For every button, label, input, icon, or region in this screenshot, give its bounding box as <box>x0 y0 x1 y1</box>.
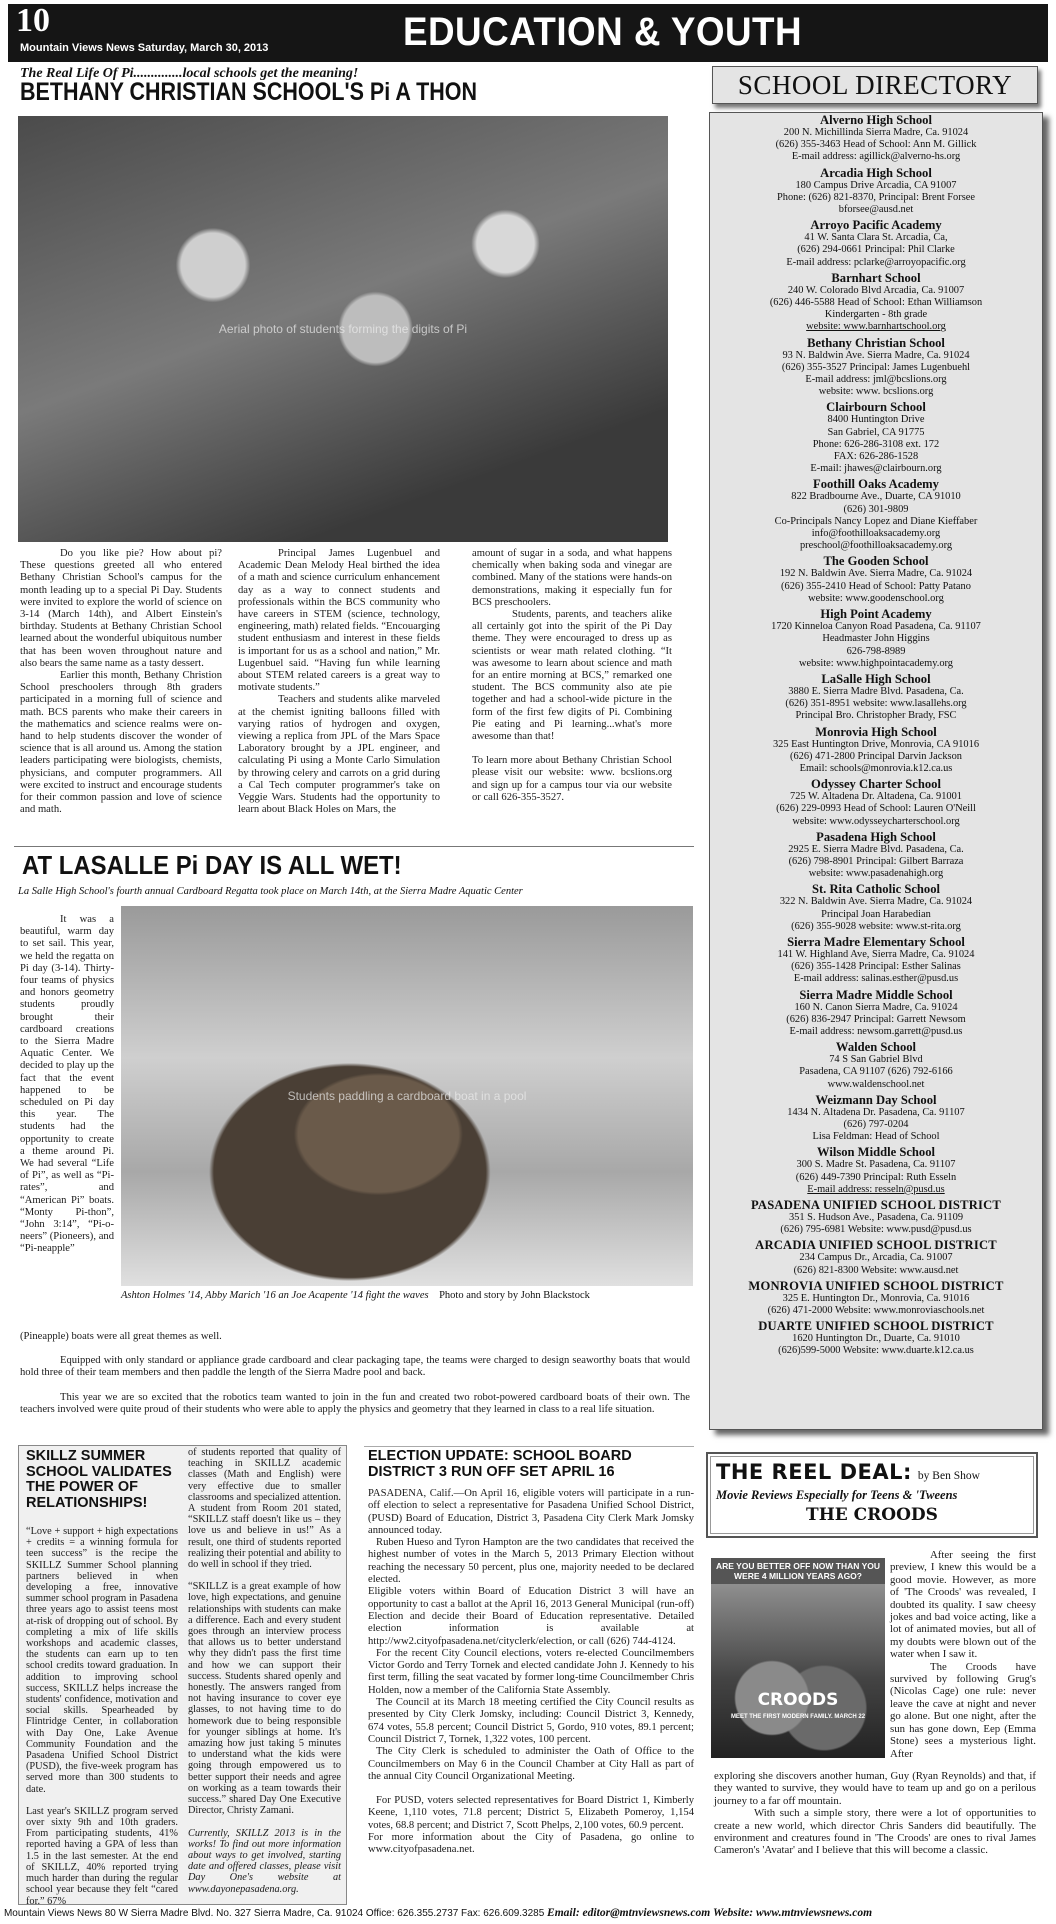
district-name: DUARTE UNIFIED SCHOOL DISTRICT <box>758 1319 994 1334</box>
school-detail-line[interactable]: E-mail: jhawes@clairbourn.org <box>810 463 942 475</box>
school-detail-line: (626) 355-3463 Head of School: Ann M. Gillick <box>775 139 977 151</box>
district-name: MONROVIA UNIFIED SCHOOL DISTRICT <box>748 1278 1004 1293</box>
school-detail-line: 325 E. Huntington Dr., Monrovia, Ca. 91016 <box>782 1292 970 1304</box>
movie-poster <box>711 1558 885 1758</box>
school-detail-line: Principal Bro. Christopher Brady, FSC <box>795 710 957 722</box>
school-detail-line: 822 Bradbourne Ave., Duarte, CA 91010 <box>791 491 961 503</box>
school-detail-line: 351 S. Hudson Ave., Pasadena, Ca. 91109 <box>788 1212 964 1223</box>
paragraph: For the recent City Council elections, voters re-elected Councilmembers Victor Gordo and Terry Tornek and elected candidate John J. Kennedy to his first term, filling the seat vacated by former long-time Councilmember Chris Holden, now a member of the California State Assembly. <box>368 1647 694 1696</box>
school-name: Alverno High School <box>820 113 932 127</box>
byline: by Ben Show <box>917 1470 980 1482</box>
school-detail-line: (626) 797-0204 <box>843 1118 909 1130</box>
paragraph: PASADENA, Calif.—On April 16, eligible voters will participate in a run-off election to select a representative for Pasadena Unified School District, (PUSD) Board of Education, District 3, Pasadena City Clerk Mark Jomsky announced today. <box>368 1488 694 1536</box>
school-detail-line: (626) 294-0661 Principal: Phil Clarke <box>797 244 955 256</box>
school-detail-line: 240 W. Colorado Blvd Arcadia, Ca. 91007 <box>787 284 965 296</box>
lasalle-photo <box>121 906 693 1286</box>
school-name: Barnhart School <box>831 270 921 285</box>
school-detail-line: 1720 Kinneloa Canyon Road Pasadena, Ca. 91107 <box>771 621 981 633</box>
school-detail-line: 325 East Huntington Drive, Monrovia, CA 91016 <box>772 738 980 750</box>
lasalle-side-column <box>20 914 114 1256</box>
caption-text: Ashton Holmes '14, Abby Marich '16 an Joe Acapente '14 fight the waves <box>121 1290 429 1301</box>
school-name: The Gooden School <box>823 554 929 569</box>
school-detail-line: (626) 836-2947 Principal: Garrett Newsom <box>786 1013 966 1025</box>
skillz-column-1 <box>26 1526 178 1907</box>
school-detail-line: (626) 449-7390 Principal: Ruth Esseln <box>795 1171 957 1183</box>
lasalle-caption <box>121 1290 590 1301</box>
school-detail-line[interactable]: (626) 821-8300 Website: www.ausd.net <box>793 1264 959 1276</box>
school-entry <box>710 831 1042 881</box>
paragraph: Currently, SKILLZ 2013 is in the works! To find out more information about ways to get involved, starting date and offered classes, please visit Day One's website at www.dayonepasadena.org. <box>188 1827 341 1895</box>
school-detail-line[interactable]: E-mail address: salinas.esther@pusd.us <box>793 973 959 985</box>
school-detail-line[interactable]: Email: schools@monrovia.k12.ca.us <box>799 762 953 774</box>
paragraph: For PUSD, voters selected representatives for Board District 1, Kimberly Keene, 1,110 votes, 71.8 percent; District 5, Elizabeth Pomeroy, 1,154 votes, 68.8 percent; and District 7, Scott Phelps, 2,100 votes, 60.9 percent. <box>368 1795 694 1831</box>
paragraph: amount of sugar in a soda, and what happens chemically when baking soda and vinegar are combined. Many of the stations were hands-on demonstrations, making it especially fun for BCS preschoolers. <box>472 548 672 608</box>
school-name: Sierra Madre Middle School <box>799 987 953 1002</box>
school-detail-line[interactable]: E-mail address: pclarke@arroyopacific.org <box>786 256 966 268</box>
paragraph: Equipped with only standard or appliance grade cardboard and clear packaging tape, the teams were charged to design seaworthy boats that would hold three of their team members and then paddle the length of the Sierra Madre pool and back. <box>20 1355 690 1379</box>
lead-kicker: The Real Life Of Pi..............local schools get the meaning! <box>20 66 359 81</box>
school-detail-line[interactable]: website: www.barnhartschool.org <box>806 321 946 333</box>
school-entry <box>710 337 1042 399</box>
school-detail-line: 192 N. Baldwin Ave. Sierra Madre, Ca. 91024 <box>779 568 973 580</box>
school-entry <box>710 401 1042 475</box>
paragraph: Eligible voters within Board of Education District 3 will have an opportunity to cast a ballot at the April 16, 2013 General Municipal (run-off) Election and decide their Board of Education representative. Detailed election information is available at http://ww2.cityofpasadena.net/cityclerk/election, or call (626) 744-4124. <box>368 1586 694 1647</box>
review-full-text <box>714 1770 1036 1857</box>
district-entry <box>710 1280 1042 1317</box>
school-detail-line[interactable]: (626) 471-2000 Website: www.monroviaschools.net <box>767 1305 985 1317</box>
school-entry <box>710 1041 1042 1091</box>
school-detail-line: (626) 301-9809 <box>843 503 909 515</box>
skillz-headline: SKILLZ SUMMER SCHOOL VALIDATES THE POWER OF RELATIONSHIPS! <box>26 1448 172 1511</box>
school-name: LaSalle High School <box>821 671 931 686</box>
school-detail-line: (626) 355-1428 Principal: Esther Salinas <box>791 961 961 973</box>
school-detail-line: Headmaster John Higgins <box>822 633 930 645</box>
school-detail-line: 626-798-8989 <box>846 645 906 657</box>
school-detail-line: San Gabriel, CA 91775 <box>827 426 925 438</box>
district-entry <box>710 1239 1042 1276</box>
school-detail-line: Co-Principals Nancy Lopez and Diane Kieffaber <box>774 515 978 527</box>
school-detail-line: Lisa Feldman: Head of School <box>812 1131 940 1143</box>
paragraph: The Council at its March 18 meeting certified the City Council results as presented by City Clerk Jomsky, including: Council District 3, Kennedy, 674 votes, 55.8 percent; Council District 5, Gordo, 910 votes, 89.1 percent; Council District 7, Tornek, 1,322 votes, 100 percent. <box>368 1697 694 1745</box>
school-name: High Point Academy <box>820 607 932 622</box>
school-entry <box>710 1094 1042 1144</box>
school-detail-line: Principal Joan Harabedian <box>821 908 931 920</box>
district-name: ARCADIA UNIFIED SCHOOL DISTRICT <box>755 1238 997 1253</box>
paragraph: “Love + support + high expectations + credits = a winning formula for teen success” is the recipe the SKILLZ Summer School planning partners believed in when developing a free, innovative summer school program in Pasadena three years ago to assist teens most at-risk of dropping out of school. By completing a mix of life skills workshops and academic classes, the students can earn up to ten school credits toward graduation. In addition to improving school success, SKILLZ helps increase the students' confidence, motivation and social skills. Spearheaded by Flintridge Center, in collaboration with Day One, Lake Avenue Community Foundation and the Pasadena Unified School District (PUSD), the five-week program has served more than 300 students to date. <box>26 1526 178 1795</box>
school-detail-line: FAX: 626-286-1528 <box>833 451 919 463</box>
school-entry <box>710 167 1042 217</box>
paragraph: Last year's SKILLZ program served over sixty 9th and 10th graders. From participating students, 41% reported having a GPA of less than 1.5 in the last semester. At the end of SKILLZ, 40% reported trying much harder than during the regular school year because they felt “cared for.” 67% <box>26 1805 178 1907</box>
school-detail-line: 200 N. Michillinda Sierra Madre, Ca. 91024 <box>783 127 969 138</box>
school-entry <box>710 936 1042 986</box>
school-detail-line: 3880 E. Sierra Madre Blvd. Pasadena, Ca. <box>788 685 964 697</box>
school-detail-line[interactable]: website: www. bcslions.org <box>818 386 934 398</box>
election-headline: ELECTION UPDATE: SCHOOL BOARD DISTRICT 3 RUN OFF SET APRIL 16 <box>368 1448 632 1480</box>
school-entry <box>710 989 1042 1039</box>
school-detail-line: 74 S San Gabriel Blvd <box>829 1054 923 1066</box>
school-entry <box>710 555 1042 605</box>
school-detail-line[interactable]: website: www.highpointacademy.org <box>799 657 953 669</box>
school-entry <box>710 219 1042 269</box>
footer <box>4 1905 1010 1920</box>
school-name: Monrovia High School <box>815 724 937 739</box>
lead-photo <box>18 116 668 542</box>
school-entry <box>710 114 1042 164</box>
footer-website: Website: www.mtnviewsnews.com <box>713 1905 873 1919</box>
district-entry <box>710 1320 1042 1357</box>
school-detail-line: 1434 N. Altadena Dr. Pasadena, Ca. 91107 <box>787 1106 965 1118</box>
school-detail-line[interactable]: (626) 795-6981 Website: www.pusd@pusd.us <box>780 1224 972 1236</box>
divider <box>14 846 694 847</box>
school-detail-line[interactable]: (626)599-5000 Website: www.duarte.k12.ca.us <box>778 1345 974 1357</box>
school-entry <box>710 272 1042 334</box>
school-detail-line[interactable]: bforsee@ausd.net <box>838 204 914 216</box>
lead-photo-alt: Aerial photo of students forming the digits of Pi <box>218 322 468 336</box>
district-name: PASADENA UNIFIED SCHOOL DISTRICT <box>750 1198 1002 1212</box>
school-name: Arroyo Pacific Academy <box>810 218 942 233</box>
school-detail-line: 322 N. Baldwin Ave. Sierra Madre, Ca. 91024 <box>779 896 973 908</box>
school-detail-line: (626) 355-2410 Head of School: Patty Patano <box>781 580 971 592</box>
reel-deal-title <box>716 1460 980 1484</box>
paragraph: (Pineapple) boats were all great themes as well. <box>20 1331 222 1342</box>
school-entry <box>710 478 1042 552</box>
school-entry <box>710 1146 1042 1196</box>
school-detail-line: 160 N. Canon Sierra Madre, Ca. 91024 <box>794 1001 958 1013</box>
school-name: Weizmann Day School <box>815 1092 937 1107</box>
lead-column-2 <box>238 548 440 816</box>
school-entry <box>710 673 1042 723</box>
paragraph: Students, parents, and teachers alike all certainly got into the spirit of the Pi Day theme. They were encouraged to dress up as scientists or wear math related clothing. “It was awesome to learn about science and math for an entire morning at BCS,” remarked one student. The BCS community also ate pie together and had a school-wide picture in the form of the first few digits of Pi. Combining Pie eating and Pi learning...what's more awesome than that! <box>472 609 672 743</box>
lead-column-1 <box>20 548 222 816</box>
page-number: 10 <box>16 2 50 39</box>
divider <box>364 1446 694 1447</box>
school-detail-line[interactable]: info@foothilloaksacademy.org <box>811 528 941 540</box>
school-detail-line: 725 W. Altadena Dr. Altadena, Ca. 91001 <box>790 791 962 803</box>
footer-email: Email: editor@mtnviewsnews.com <box>547 1905 711 1919</box>
school-name: Pasadena High School <box>816 829 936 844</box>
lasalle-headline: AT LASALLE Pi DAY IS ALL WET! <box>22 850 402 880</box>
school-detail-line: (626) 229-0993 Head of School: Lauren O'Neill <box>776 803 976 815</box>
movie-title: THE CROODS <box>806 1505 938 1525</box>
paragraph: Principal James Lugenbuel and Academic Dean Melody Heal birthed the idea of a math and science curriculum enhancement day as a way to connect students and professionals within the BCS community who have careers in STEM (science, technology, engineering, math) related fields. “Encouarging student enthusiasm and interest in these fields is important for us as a school and nation,” Mr. Lugenbuel said. “Having fun while learning about STEM related careers is a great way to motivate students.” <box>238 548 440 694</box>
school-detail-line: 300 S. Madre St. Pasadena, Ca. 91107 <box>796 1159 956 1171</box>
school-detail-line: Kindergarten - 8th grade <box>824 309 928 321</box>
school-detail-line: 141 W. Highland Ave, Sierra Madre, Ca. 91024 <box>777 948 975 960</box>
school-detail-line: Phone: 626-286-3108 ext. 172 <box>812 438 940 450</box>
paragraph: The City Clerk is scheduled to administer the Oath of Office to the Councilmembers on May 6 in the Council Chamber at City Hall as part of the annual City Council Organizational Meeting. <box>368 1746 694 1782</box>
school-detail-line[interactable]: website: www.odysseycharterschool.org <box>792 815 960 827</box>
school-name: Clairbourn School <box>826 400 926 415</box>
school-detail-line[interactable]: (626) 351-8951 website: www.lasallehs.org <box>785 698 967 710</box>
school-detail-line: Pasadena, CA 91107 (626) 792-6166 <box>799 1066 953 1078</box>
masthead <box>8 4 1048 62</box>
review-side-text <box>890 1549 1036 1760</box>
paragraph: For more information about the City of Pasadena, go online to www.cityofpasadena.net. <box>368 1832 694 1856</box>
directory-title: SCHOOL DIRECTORY <box>712 66 1038 104</box>
publication-line: Mountain Views News Saturday, March 30, 2013 <box>20 42 269 54</box>
footer-info: Mountain Views News 80 W Sierra Madre Blvd. No. 327 Sierra Madre, Ca. 91024 Office: 626.355.2737 Fax: 626.609.3285 <box>4 1908 545 1919</box>
paragraph: To learn more about Bethany Christian School please visit our website: www. bcslions.org and sign up for a campus tour via our website or call 626-355-3527. <box>472 755 672 803</box>
lasalle-continuation <box>20 1331 690 1416</box>
skillz-column-2 <box>188 1447 341 1895</box>
poster-logo: CROODS <box>757 1690 839 1710</box>
school-detail-line: 2925 E. Sierra Madre Blvd. Pasadena, Ca. <box>788 843 964 855</box>
paragraph: “SKILLZ is a great example of how love, high expectations, and genuine relationships with students can make a difference. Each and every student goes through an interview process that allows us to better understand why they didn't pass the first time and how we can support their success. Students shared openly and honestly. The answers ranged from not having insurance to cover eye glasses, to not having time to do homework due to being responsible for younger siblings at home. It's amazing how just taking 5 minutes to understand what the kids were going through empowered us to better support their needs and agree on working as a team towards their success.” shared Day One Executive Director, Christy Zamani. <box>188 1581 341 1817</box>
school-detail-line: 8400 Huntington Drive <box>827 414 925 426</box>
paragraph: of students reported that quality of teaching in SKILLZ academic classes (Math and English) were very effective due to smaller classrooms and specialized attention. A student from Room 201 stated, “SKILLZ staff doesn't like us – they love us and believe in us!” As a result, one third of students reported realizing their potential and ability to do well in school if they tried. <box>188 1447 341 1571</box>
column-title: THE REEL DEAL: <box>716 1460 912 1484</box>
school-detail-line: (626) 471-2800 Principal Darvin Jackson <box>790 750 962 762</box>
school-name: Sierra Madre Elementary School <box>787 934 965 949</box>
school-detail-line[interactable]: E-mail address: newsom.garrett@pusd.us <box>789 1025 963 1037</box>
school-name: Wilson Middle School <box>816 1145 936 1160</box>
school-detail-line: 234 Campus Dr., Arcadia, Ca. 91007 <box>799 1252 953 1264</box>
school-detail-line: 41 W. Santa Clara St. Arcadia, Ca, <box>804 232 948 244</box>
school-detail-line[interactable]: preschool@foothilloaksacademy.org <box>799 540 953 552</box>
school-detail-line: Phone: (626) 821-8370, Principal: Brent Forsee <box>777 191 975 203</box>
school-detail-line: (626) 446-5588 Head of School: Ethan Williamson <box>769 297 983 309</box>
school-entry <box>710 726 1042 776</box>
paragraph: This year we are so excited that the robotics team wanted to join in the fun and created two robot-powered cardboard boats of their own. The teachers involved were quite proud of their students who were able to apply the physics and geometry that they learned in class to a real life situation. <box>20 1391 690 1415</box>
school-detail-line[interactable]: E-mail address: resseln@pusd.us <box>807 1183 945 1195</box>
school-detail-line[interactable]: website: www.goodenschool.org <box>808 592 944 604</box>
paragraph: exploring she discovers another human, Guy (Ryan Reynolds) and that, if they wanted to survive, they would have to team up and go on a perilous journey to a far off mountain. <box>714 1770 1036 1807</box>
section-title: EDUCATION & YOUTH <box>403 10 803 54</box>
school-detail-line: 180 Campus Drive Arcadia, CA 91007 <box>795 179 957 191</box>
school-detail-line[interactable]: www.waldenschool.net <box>827 1078 925 1090</box>
school-name: Foothill Oaks Academy <box>813 477 939 492</box>
school-entry <box>710 883 1042 933</box>
school-name: St. Rita Catholic School <box>811 882 941 897</box>
school-entry <box>710 778 1042 828</box>
school-detail-line: 93 N. Baldwin Ave. Sierra Madre, Ca. 91024 <box>782 349 970 361</box>
lasalle-deck: La Salle High School's fourth annual Cardboard Regatta took place on March 14th, at the Sierra Madre Aquatic Center <box>18 886 523 897</box>
school-detail-line[interactable]: E-mail address: agillick@alverno-hs.org <box>791 151 961 163</box>
poster-date: MEET THE FIRST MODERN FAMILY. MARCH 22 <box>730 1714 866 1720</box>
paragraph: With such a simple story, there were a lot of opportunities to create a new world, which director Chris Sanders did beautifully. The environment and creatures found in 'The Croods' are ones to rival James Cameron's 'Avatar' and I believe that this will become a classic. <box>714 1807 1036 1857</box>
school-detail-line[interactable]: E-mail address: jml@bcslions.org <box>805 374 947 386</box>
paragraph: After seeing the first preview, I knew this would be a good movie. However, as more of 'The Croods' was revealed, I doubted its quality. I saw cheesy jokes and bad voice acting, like a lot of animated movies, but all of my doubts were blown out of the water when I saw it. <box>890 1549 1036 1661</box>
reel-deal-subtitle: Movie Reviews Especially for Teens & 'Tweens <box>716 1488 958 1502</box>
school-entry <box>710 608 1042 670</box>
paragraph: Do you like pie? How about pi? These questions greeted all who entered Bethany Christian School's campus for the month leading up to a special Pi Day. Students were invited to explore the world of science on 3-14 (March 14th), and Albert Einstein's birthday. Students at Bethany Christian School learned about the wonderful ubiquitous number that has been woven throughout nature and also bears the same name as a tasty dessert. <box>20 548 222 669</box>
school-name: Walden School <box>835 1040 917 1055</box>
school-detail-line: (626) 798-8901 Principal: Gilbert Barraza <box>788 855 964 867</box>
paragraph: Ruben Hueso and Tyron Hampton are the two candidates that received the highest number of votes in the March 5, 2013 Primary Election without reaching the necessary 50 percent, plus one, majority needed to be declared elected. <box>368 1537 694 1586</box>
paragraph: Earlier this month, Bethany Christion School preschoolers through 8th graders participated in a morning full of science and math. BCS parents who make their careers in the mathematics and science realms were on-hand to help students discover the wonder of science that is all around us. Among the station leaders participating were biologists, chemists, physicians, and computer programmers. All were excited to instruct and encourage students for their common passion and love of science and math. <box>20 670 222 816</box>
school-name: Bethany Christian School <box>807 335 945 350</box>
lead-column-3 <box>472 548 672 804</box>
poster-tagline: ARE YOU BETTER OFF NOW THAN YOU WERE 4 MILLION YEARS AGO? <box>715 1561 881 1581</box>
school-directory <box>709 112 1043 1430</box>
election-body <box>368 1488 694 1857</box>
school-name: Arcadia High School <box>820 165 932 180</box>
paragraph: It was a beautiful, warm day to set sail. This year, we held the regatta on Pi day (3-14). Thirty-four teams of physics and honors geometry students proudly brought their cardboard creations to the Sierra Madre Aquatic Center. We decided to play up the fact that the event happened to be scheduled on Pi day this year. The students had the opportunity to create a theme around Pi. We had several “Life of Pi”, as well as “Pi-rates”, and “American Pi” boats. “Monty Pi-thon”, “John 3:14”, “Pi-o-neers” (Pioneers), and “Pi-neapple” <box>20 914 114 1255</box>
school-detail-line[interactable]: website: www.pasadenahigh.org <box>808 868 944 880</box>
lead-headline: BETHANY CHRISTIAN SCHOOL'S Pi A THON <box>20 78 478 106</box>
lasalle-photo-alt: Students paddling a cardboard boat in a pool <box>287 1089 527 1103</box>
photo-credit: Photo and story by John Blackstock <box>439 1290 590 1301</box>
school-name: Odyssey Charter School <box>811 777 941 792</box>
district-entry <box>710 1199 1042 1236</box>
school-detail-line: (626) 355-3527 Principal: James Lugenbuehl <box>781 361 971 373</box>
paragraph: Teachers and students alike marveled at the chemist igniting balloons filled with varying ratios of hydrogen and oxygen, viewing a replica from JPL of the Mars Space Laboratory brought by a JPL engineer, and calculating Pi using a Monte Carlo Simulation by throwing celery and carrots on a grid during a Cal Tech computer programmer's take on Veggie Wars. Students had the opportunity to learn about Black Holes on Mars, the <box>238 694 440 816</box>
paragraph: The Croods have survived by following Grug's (Nicolas Cage) one rule: never leave the cave at night and never go alone. But one night, after the sun has gone down, Eep (Emma Stone) sees a mysterious light. After <box>890 1660 1036 1760</box>
school-detail-line: 1620 Huntington Dr., Duarte, Ca. 91010 <box>792 1333 960 1345</box>
school-detail-line[interactable]: (626) 355-9028 website: www.st-rita.org <box>791 920 961 932</box>
